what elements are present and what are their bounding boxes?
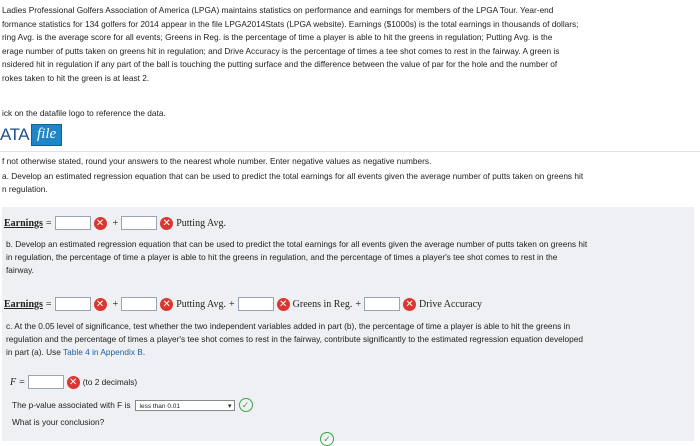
drive-accuracy-label: Drive Accuracy [419, 298, 483, 310]
p-value-row [12, 398, 253, 412]
plus-sign: + [112, 217, 119, 229]
problem-intro [2, 4, 696, 86]
plus-sign: + [112, 298, 119, 310]
intro-line: Ladies Professional Golfers Association of America (LPGA) maintains statistics on performance and earnings for members of the LPGA Tour. Year-end [2, 5, 554, 15]
part-c-line: c. At the 0.05 level of significance, test whether the two independent variables added in part (b), the percentage of time a player is able to hit the greens in [6, 321, 571, 331]
putting-coef-input[interactable] [121, 297, 157, 311]
divider [0, 151, 700, 152]
equals-sign: = [19, 376, 25, 388]
part-c-line: in part (a). Use Table 4 in Appendix B. [6, 347, 146, 357]
datafile-instruction: ick on the datafile logo to reference the data. [2, 108, 166, 118]
plus-sign: + [229, 298, 235, 310]
intercept-input[interactable] [55, 216, 91, 230]
chevron-down-icon: ▾ [228, 402, 232, 410]
f-label: F [10, 376, 17, 388]
incorrect-icon: ✕ [94, 298, 107, 311]
incorrect-icon: ✕ [67, 376, 80, 389]
part-a-line: a. Develop an estimated regression equation that can be used to predict the total earnings for all events given the average number of putts taken on greens hit [2, 171, 584, 181]
table-4-link[interactable]: Table 4 in Appendix B [63, 347, 143, 357]
part-a-equation [4, 216, 226, 230]
plus-sign: + [355, 298, 362, 310]
intro-line: rokes taken to hit the green is at least 2. [2, 72, 150, 83]
equals-sign: = [45, 298, 52, 310]
rounding-note: f not otherwise stated, round your answers to the nearest whole number. Enter negative values as negative numbers. [2, 156, 432, 166]
intro-line: formance statistics for 134 golfers for 2014 appear in the file LPGA2014Stats (LPGA website). Earnings ($1000s) is the total earnings in thousands of dollars; [2, 18, 579, 29]
p-value-text: The p-value associated with F is [12, 400, 131, 410]
part-c-line: regulation and the percentage of times a player's tee shot comes to rest in the fairway, contribute significantly to the estimated regression equation developed [6, 334, 584, 344]
part-c-question [6, 320, 696, 359]
datafile-label: ATA [0, 125, 30, 144]
intercept-input[interactable] [55, 297, 91, 311]
f-statistic-row [10, 375, 137, 389]
intro-line: ring Avg. is the average score for all events; Greens in Reg. is the percentage of time a player is able to hit the greens in regulation; Putting Avg. is the [2, 32, 553, 43]
part-b-question [6, 238, 696, 277]
greens-in-reg-label: Greens in Reg. [292, 298, 353, 310]
conclusion-text: What is your conclusion? [12, 417, 105, 427]
putting-coef-input[interactable] [121, 216, 157, 230]
greens-coef-input[interactable] [238, 297, 274, 311]
correct-icon: ✓ [239, 398, 253, 412]
part-b-line: fairway. [6, 265, 34, 275]
incorrect-icon: ✕ [94, 217, 107, 230]
f-hint: (to 2 decimals) [82, 377, 138, 387]
incorrect-icon: ✕ [277, 298, 290, 311]
p-value-select[interactable] [135, 400, 235, 411]
datafile-logo[interactable] [0, 124, 62, 146]
putting-avg-label: Putting Avg. [176, 217, 227, 229]
putting-avg-label: Putting Avg. [176, 298, 227, 310]
part-b-line: in regulation, the percentage of time a player is able to hit the greens in regulation, and the percentage of times a player's tee shot comes to rest in the [6, 252, 558, 262]
intro-line: nsidered hit in regulation if any part of the ball is touching the putting surface and the difference between the value of par for the hole and the number of [2, 59, 558, 70]
part-a-line: n regulation. [2, 184, 48, 194]
part-b-line: b. Develop an estimated regression equation that can be used to predict the total earnings for all events given the average number of putts taken on greens hit [6, 239, 588, 249]
incorrect-icon: ✕ [403, 298, 416, 311]
part-b-equation [4, 297, 482, 311]
earnings-label: Earnings [4, 298, 43, 310]
equals-sign: = [45, 217, 52, 229]
earnings-label: Earnings [4, 217, 43, 229]
p-value-selected: less than 0.01 [139, 402, 180, 410]
correct-icon: ✓ [320, 432, 334, 446]
part-a-question [2, 170, 696, 196]
incorrect-icon: ✕ [160, 298, 173, 311]
f-statistic-input[interactable] [28, 375, 64, 389]
drive-coef-input[interactable] [364, 297, 400, 311]
datafile-badge: file [31, 124, 62, 146]
incorrect-icon: ✕ [160, 217, 173, 230]
intro-line: erage number of putts taken on greens hit in regulation; and Drive Accuracy is the percentage of times a tee shot comes to rest in the fairway. A green is [2, 45, 560, 56]
